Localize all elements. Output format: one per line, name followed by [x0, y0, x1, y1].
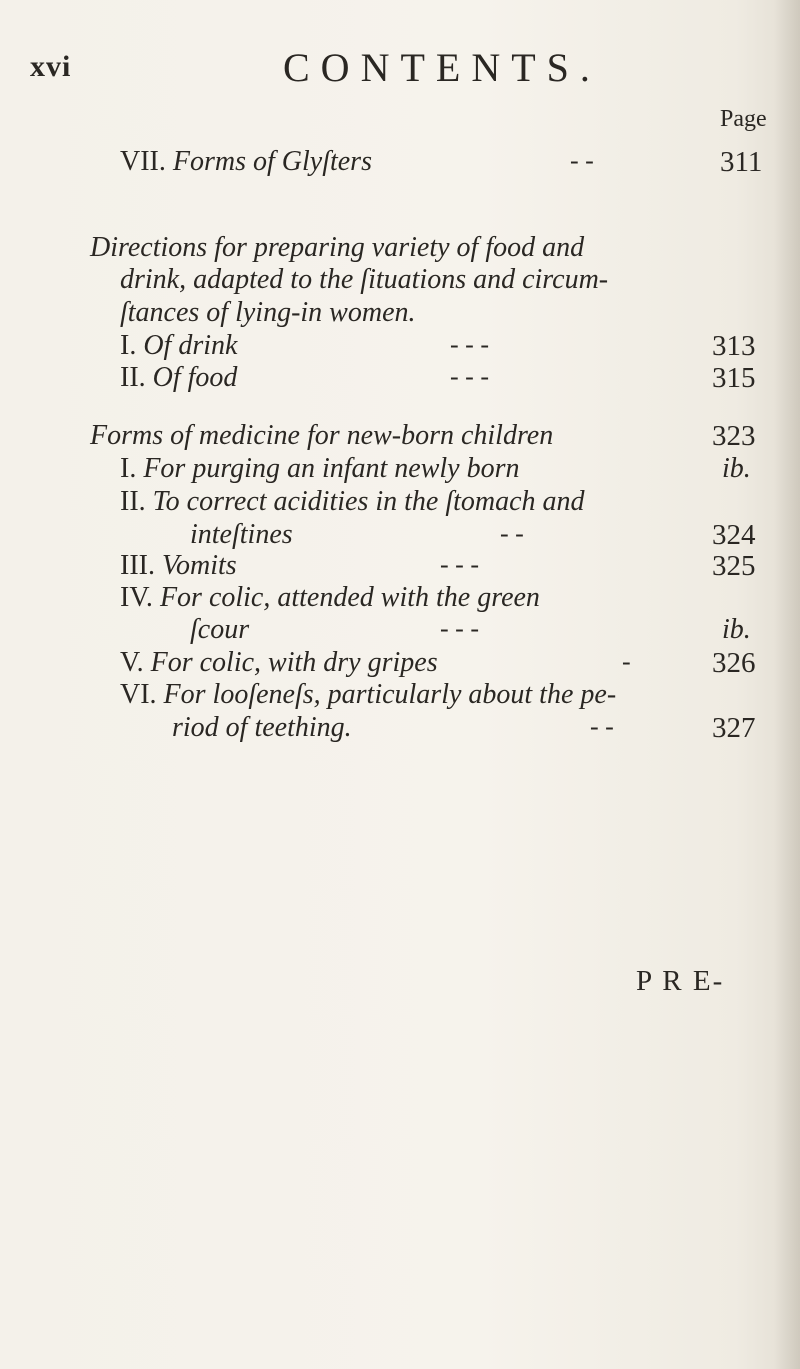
entry-page: 324	[712, 519, 756, 551]
page-folio: xvi	[30, 50, 72, 83]
entry-page: 327	[712, 712, 756, 744]
entry-page: 323	[712, 420, 756, 452]
entry-title: For colic, attended with the green	[159, 582, 540, 613]
entry-continuation: ſcour	[190, 614, 250, 645]
entry-page: ib.	[722, 453, 751, 484]
entry-numeral: II.	[120, 486, 146, 517]
entry-continuation: inteſtines	[190, 519, 293, 550]
entry-numeral: VI.	[120, 679, 157, 710]
entry-numeral: I.	[120, 330, 137, 361]
entry-title: For purging an infant newly born	[143, 453, 520, 484]
entry-numeral: I.	[120, 453, 137, 484]
entry-leader: - -	[570, 146, 594, 175]
page-edge-shadow	[774, 0, 800, 1369]
entry-leader: - - -	[450, 362, 489, 391]
entry-page: 315	[712, 362, 756, 394]
entry-page: 311	[720, 146, 763, 178]
page-column-label: Page	[720, 106, 767, 132]
entry-title: Vomits	[161, 550, 237, 581]
entry-numeral: V.	[120, 647, 144, 678]
entry-title: Forms of Glyſters	[172, 146, 372, 177]
entry-leader: - -	[500, 519, 524, 548]
entry-title: Of drink	[143, 330, 238, 361]
entry-leader: - - -	[450, 330, 489, 359]
catchword: P R E-	[636, 965, 725, 997]
page-title: CONTENTS.	[283, 45, 601, 90]
heading-line: drink, adapted to the ſituations and circum-	[120, 264, 609, 295]
entry-leader: -	[622, 647, 631, 676]
entry-continuation: riod of teething.	[172, 712, 352, 743]
entry-page: 313	[712, 330, 756, 362]
entry-page: 326	[712, 647, 756, 679]
entry-title: For looſeneſs, particularly about the pe-	[163, 679, 617, 710]
heading-line: ſtances of lying-in women.	[120, 297, 416, 328]
heading-line: Forms of medicine for new-born children	[90, 420, 554, 451]
entry-numeral: IV.	[120, 582, 153, 613]
entry-title: For colic, with dry gripes	[150, 647, 438, 678]
entry-page: 325	[712, 550, 756, 582]
entry-leader: - - -	[440, 614, 479, 643]
entry-page: ib.	[722, 614, 751, 645]
entry-leader: - -	[590, 712, 614, 741]
entry-numeral: II.	[120, 362, 146, 393]
entry-leader: - - -	[440, 550, 479, 579]
heading-line: Directions for preparing variety of food and	[90, 232, 585, 263]
entry-numeral: VII.	[120, 146, 166, 177]
entry-title: Of food	[152, 362, 238, 393]
entry-numeral: III.	[120, 550, 155, 581]
entry-title: To correct acidities in the ſtomach and	[152, 486, 585, 517]
